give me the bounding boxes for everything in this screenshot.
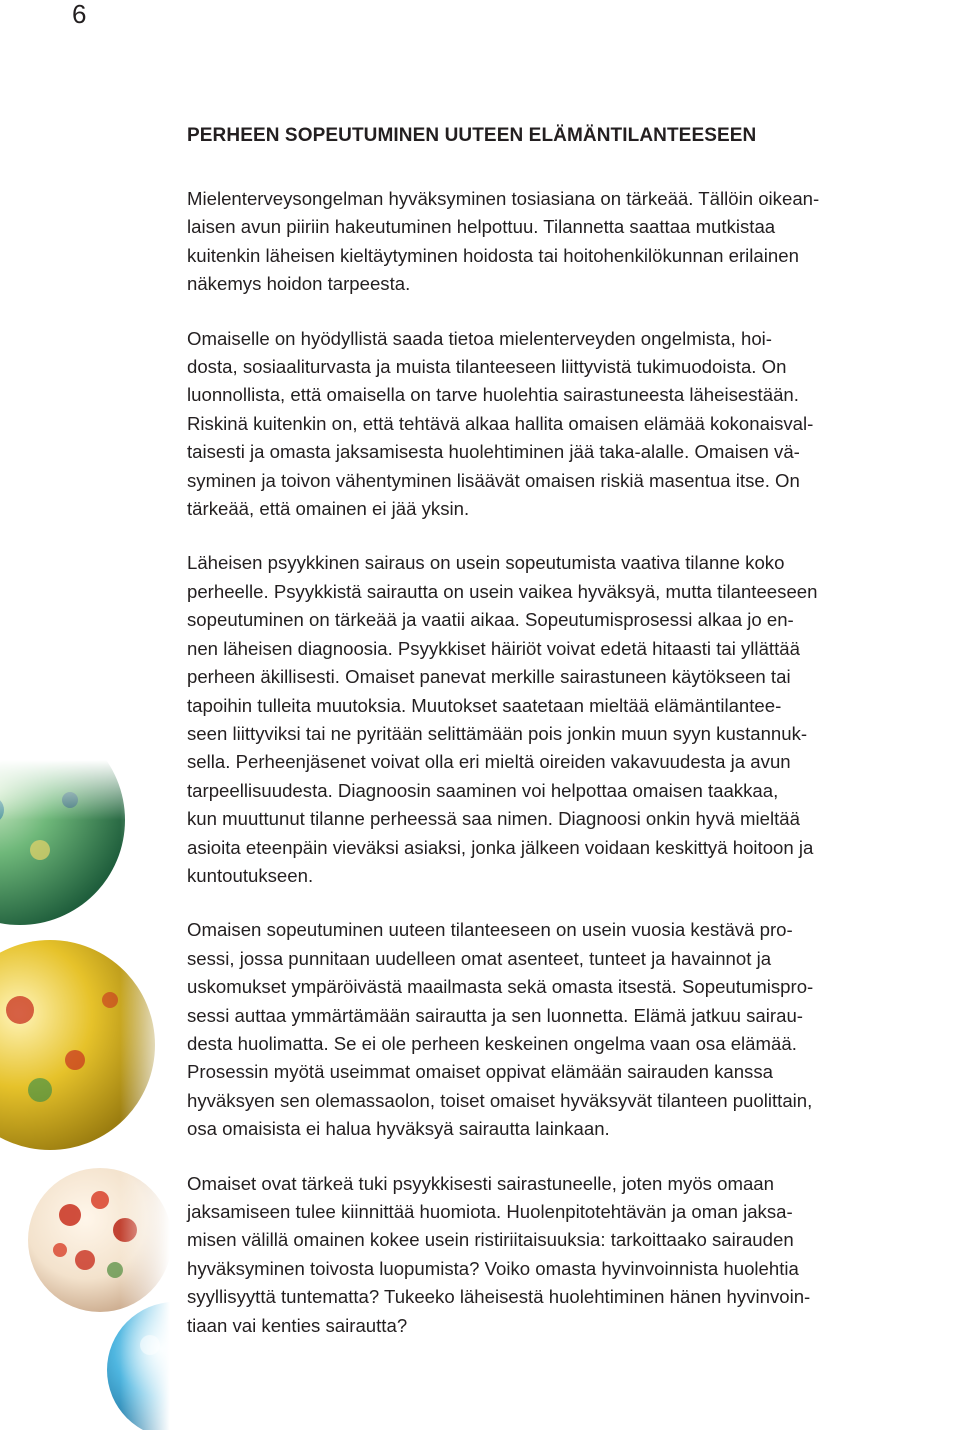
page-title: PERHEEN SOPEUTUMINEN UUTEEN ELÄMÄNTILANTEESEEN [187, 125, 757, 146]
text-line: Prosessin myötä useimmat omaiset oppivat elämään sairauden kanssa [187, 1061, 773, 1083]
page-number: 6 [72, 0, 87, 29]
text-line: kuitenkin läheisen kieltäytyminen hoidosta tai hoitohenkilökunnan erilainen [187, 244, 799, 266]
text-line: tapoihin tulleita muutoksia. Muutokset saatetaan mieltää elämäntilantee- [187, 694, 782, 716]
text-line: asioita eteenpäin vieväksi asiaksi, jonka jälkeen voidaan keskittyä hoitoon ja [187, 836, 814, 858]
text-line: syminen ja toivon vähentyminen lisäävät omaisen riskiä masentua itse. On [187, 469, 800, 491]
paragraph [187, 916, 917, 1143]
text-line: osa omaisista ei halua hyväksyä sairautta lainkaan. [187, 1118, 610, 1140]
article-body [187, 121, 917, 1366]
text-line: kuntoutukseen. [187, 864, 314, 886]
text-line: uskomukset ympäröivästä maailmasta sekä omasta itsestä. Sopeutumispro- [187, 976, 814, 998]
paragraph [187, 549, 917, 890]
text-line: luonnollista, että omaisella on tarve huolehtia sairastuneesta läheisestään. [187, 384, 799, 406]
text-line: Läheisen psyykkinen sairaus on usein sopeutumista vaativa tilanne koko [187, 552, 785, 574]
text-line: perheelle. Psyykkistä sairautta on usein vaikea hyväksyä, mutta tilanteeseen [187, 580, 818, 602]
text-line: dosta, sosiaaliturvasta ja muista tilanteeseen liittyvistä tukimuodoista. On [187, 356, 787, 378]
text-line: jaksamiseen tulee kiinnittää huomiota. Huolenpitotehtävän ja oman jaksa- [187, 1201, 793, 1222]
text-line: Omaiset ovat tärkeä tuki psyykkisesti sairastuneelle, joten myös omaan [187, 1172, 774, 1194]
text-line: Riskinä kuitenkin on, että tehtävä alkaa hallita omaisen elämää kokonaisval- [187, 412, 814, 434]
text-line: sessi auttaa ymmärtämään sairautta ja sen luonnetta. Elämä jatkuu sairau- [187, 1004, 803, 1026]
text-line: tiaan vai kenties sairautta? [187, 1314, 408, 1336]
text-line: taisesti ja omasta jaksamisesta huolehtiminen jää taka-alalle. Omaisen vä- [187, 441, 800, 463]
text-line: näkemys hoidon tarpeesta. [187, 273, 411, 295]
text-line: nen läheisen diagnoosia. Psyykkiset häiriöt voivat edetä hitaasti tai yllättää [187, 637, 800, 659]
glass-marbles-icon [0, 760, 170, 1430]
text-line: misen välillä omainen kokee usein ristiriitaisuuksia: tarkoittaako sairauden [187, 1229, 794, 1251]
paragraph [187, 185, 917, 299]
text-line: hyväksyminen toivosta luopumista? Voiko omasta hyvinvoinnista huolehtia [187, 1257, 799, 1279]
text-line: sopeutuminen on tärkeää ja vaatii aikaa. Sopeutumisprosessi alkaa jo en- [187, 609, 794, 631]
text-line: Omaisen sopeutuminen uuteen tilanteeseen on usein vuosia kestävä pro- [187, 919, 793, 941]
text-line: Omaiselle on hyödyllistä saada tietoa mielenterveyden ongelmista, hoi- [187, 327, 772, 349]
text-line: tarpeellisuudesta. Diagnoosin saaminen voi helpottaa omaisen taakkaa, [187, 779, 779, 801]
text-line: seen liittyviksi tai ne pyritään selittämään pois jonkin muun syyn kustannuk- [187, 722, 808, 744]
paragraph [187, 325, 917, 524]
paragraph-list [187, 185, 917, 1340]
text-line: sella. Perheenjäsenet voivat olla eri mieltä oireiden vakavuudesta ja avun [187, 751, 791, 773]
text-line: Mielenterveysongelman hyväksyminen tosiasiana on tärkeää. Tällöin oikean- [187, 188, 820, 209]
text-line: sessi, jossa punnitaan uudelleen omat asenteet, tunteet ja havainnot ja [187, 947, 772, 969]
text-line: perheen äkillisesti. Omaiset panevat merkille sairastuneen käytökseen tai [187, 666, 791, 688]
text-line: laisen avun piiriin hakeutuminen helpottuu. Tilannetta saattaa mutkistaa [187, 216, 776, 238]
text-line: kun muuttunut tilanne perheessä saa nimen. Diagnoosi onkin hyvä mieltää [187, 808, 800, 830]
text-line: hyväksyen sen olemassaolon, toiset omaiset hyväksyvät tilanteen puolittain, [187, 1089, 813, 1111]
text-line: desta huolimatta. Se ei ole perheen keskeinen ongelma vaan osa elämää. [187, 1032, 797, 1054]
text-line: syyllisyyttä tuntematta? Tukeeko läheisestä huolehtiminen hänen hyvinvoin- [187, 1286, 811, 1308]
text-line: tärkeää, että omainen ei jää yksin. [187, 498, 470, 520]
paragraph [187, 1170, 917, 1340]
